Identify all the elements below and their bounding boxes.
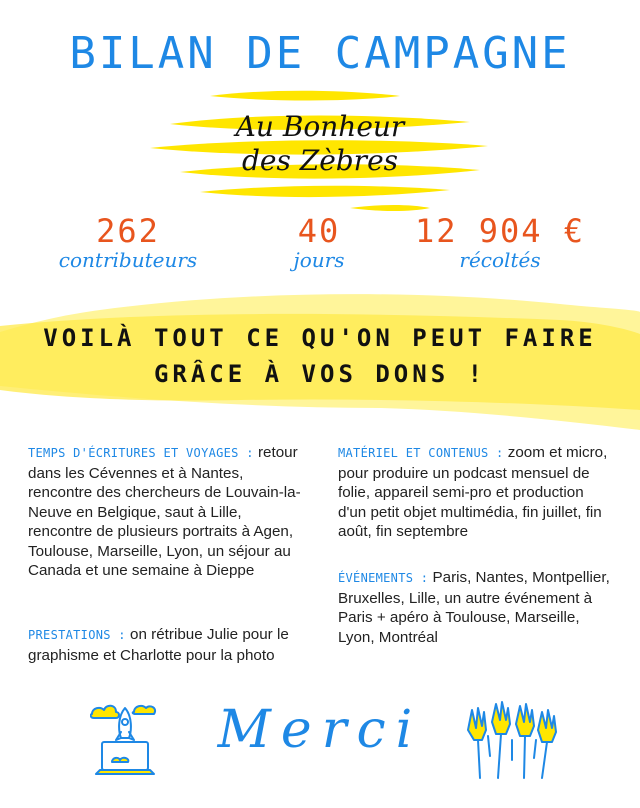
logo-line-1: Au Bonheur <box>235 110 405 143</box>
stat-value: 40 <box>297 212 341 250</box>
block-heading: PRESTATIONS : <box>28 628 126 642</box>
page-title: BILAN DE CAMPAGNE <box>69 28 571 79</box>
raised-hands-icon <box>462 700 562 780</box>
block-heading: TEMPS D'ÉCRITURES ET VOYAGES : <box>28 446 254 460</box>
campaign-logo <box>190 110 450 178</box>
block-text: retour dans les Cévennes et à Nantes, rencontre des chercheurs de Louvain-la-Neuve en Belgique, saut à Lille, rencontre de plusieurs portraits à Agen, Toulouse, Marseille, Lyon, un séjour au Canada et une semaine à Dieppe <box>28 444 301 579</box>
stat-contributors <box>28 212 228 272</box>
block-services <box>28 625 318 665</box>
tagline <box>0 320 640 392</box>
thanks-text: Merci <box>217 700 423 760</box>
logo-line-2: des Zèbres <box>241 144 399 177</box>
stat-days <box>219 212 419 272</box>
stat-label: jours <box>293 248 345 272</box>
block-text: on rétribue Julie pour le graphisme et Charlotte pour la photo <box>28 626 289 664</box>
block-text: Paris, Nantes, Montpellier, Bruxelles, Lille, un autre événement à Paris + apéro à Toulouse, Marseille, Lyon, Montréal <box>338 569 610 646</box>
block-material <box>338 443 612 539</box>
stat-value: 12 904 € <box>414 212 586 250</box>
stat-value: 262 <box>96 212 160 250</box>
stat-label: récoltés <box>459 248 541 272</box>
block-text: zoom et micro, pour produire un podcast mensuel de folie, appareil semi-pro et production d'un petit objet multimédia, fin juillet, fin août, fin septembre <box>338 444 608 539</box>
block-heading: MATÉRIEL ET CONTENUS : <box>338 446 504 460</box>
block-heading: ÉVÉNEMENTS : <box>338 571 429 585</box>
stat-raised <box>400 212 600 272</box>
stat-label: contributeurs <box>58 248 198 272</box>
block-travel <box>28 443 308 581</box>
tagline-line-1: VOILÀ TOUT CE QU'ON PEUT FAIRE <box>43 324 597 352</box>
tagline-line-2: GRÂCE À VOS DONS ! <box>153 360 487 388</box>
block-events <box>338 568 618 647</box>
